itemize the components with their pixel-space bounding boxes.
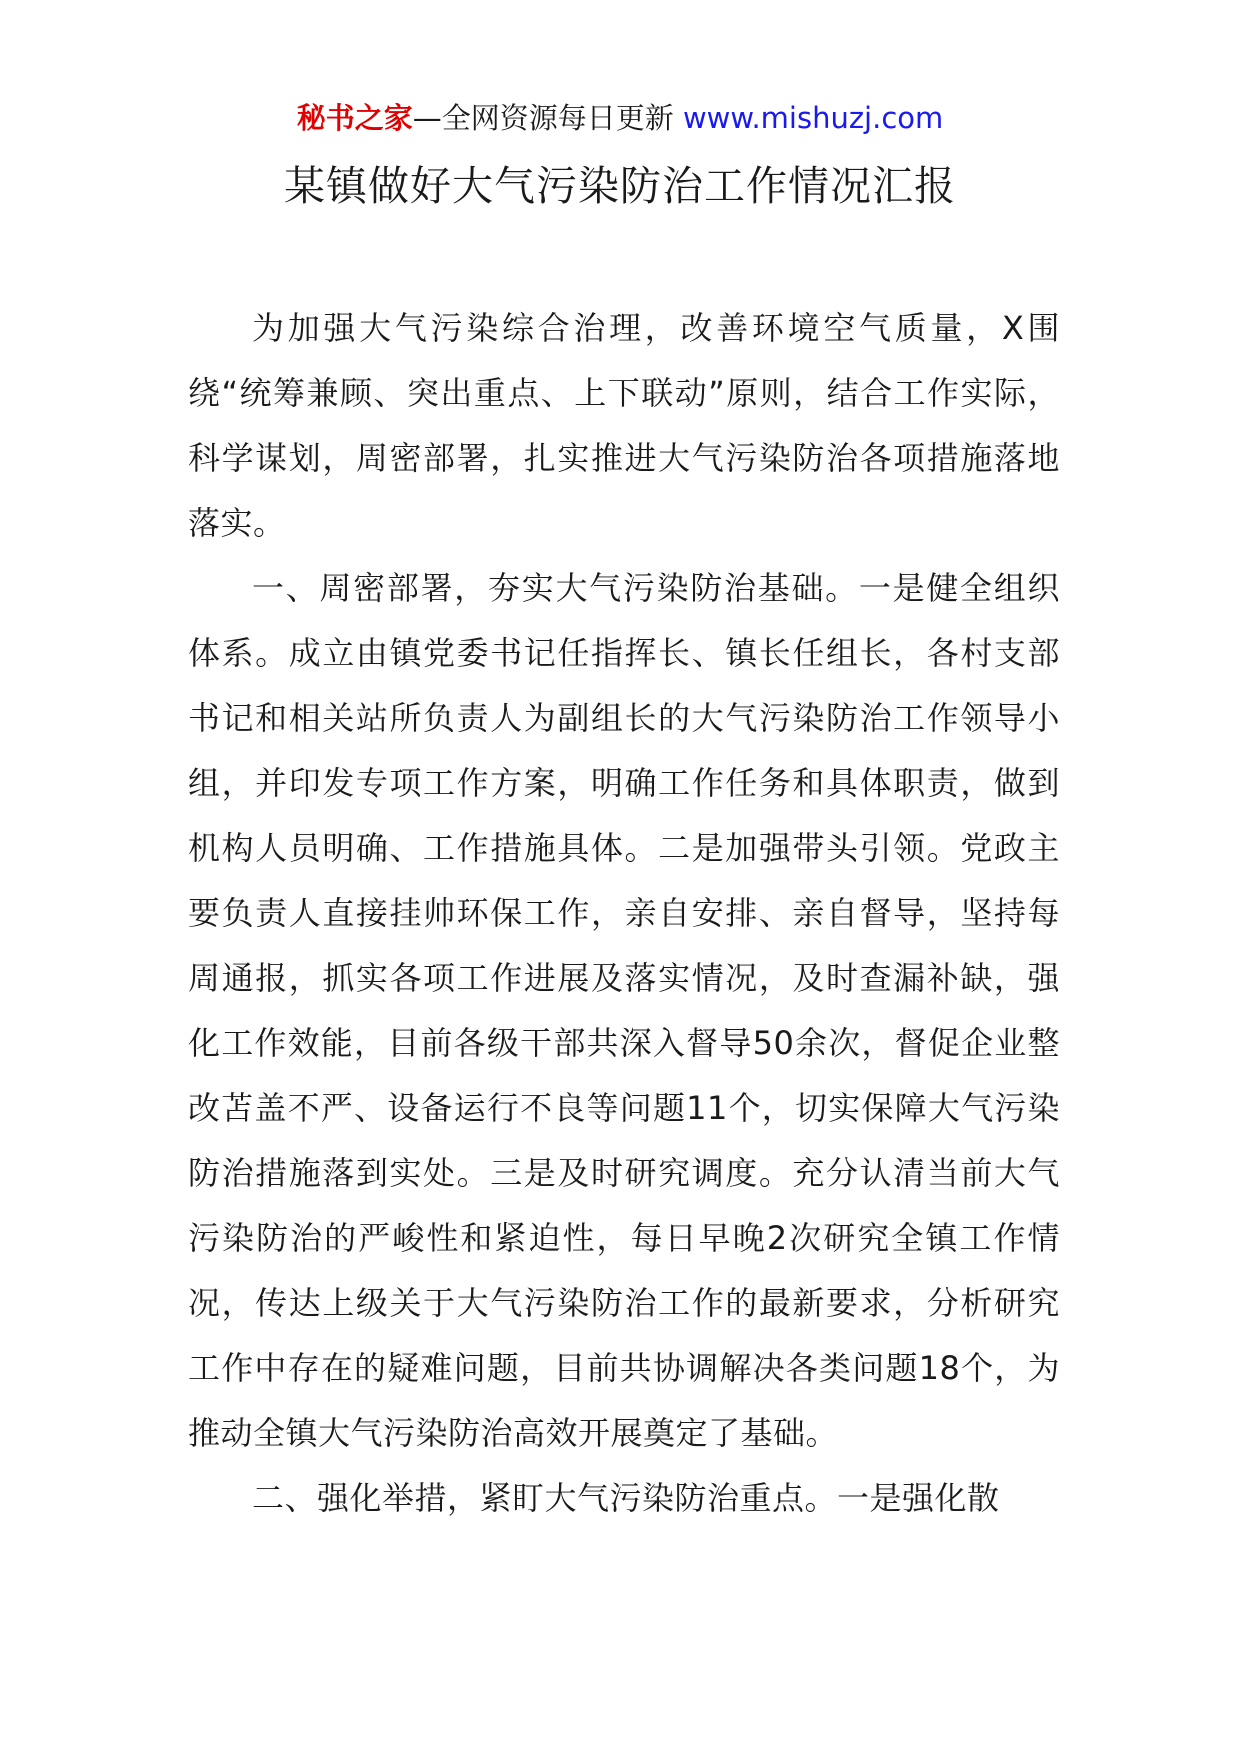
site-slogan: —全网资源每日更新: [412, 101, 683, 135]
site-header: [0, 98, 1240, 138]
site-url-link[interactable]: www.mishuzj.com: [682, 101, 944, 135]
site-brand: 秘书之家: [296, 101, 413, 135]
paragraph-section-one: 一、周密部署，夯实大气污染防治基础。一是健全组织体系。成立由镇党委书记任指挥长、镇长任组长，各村支部书记和相关站所负责人为副组长的大气污染防治工作领导小组，并印发专项工作方案，明确工作任务和具体职责，做到机构人员明确、工作措施具体。二是加强带头引领。党政主要负责人直接挂帅环保工作，亲自安排、亲自督导，坚持每周通报，抓实各项工作进展及落实情况，及时查漏补缺，强化工作效能，目前各级干部共深入督导50余次，督促企业整改苫盖不严、设备运行不良等问题11个，切实保障大气污染防治措施落到实处。三是及时研究调度。充分认清当前大气污染防治的严峻性和紧迫性，每日早晚2次研究全镇工作情况，传达上级关于大气污染防治工作的最新要求，分析研究工作中存在的疑难问题，目前共协调解决各类问题18个，为推动全镇大气污染防治高效开展奠定了基础。: [188, 569, 1060, 1452]
document-title: 某镇做好大气污染防治工作情况汇报: [284, 162, 956, 210]
document-body: [188, 296, 1060, 1531]
paragraph-section-two: 二、强化举措，紧盯大气污染防治重点。一是强化散: [252, 1479, 1000, 1517]
paragraph-intro: 为加强大气污染综合治理，改善环境空气质量，X围绕“统筹兼顾、突出重点、上下联动”原则，结合工作实际，科学谋划，周密部署，扎实推进大气污染防治各项措施落地落实。: [188, 309, 1060, 542]
